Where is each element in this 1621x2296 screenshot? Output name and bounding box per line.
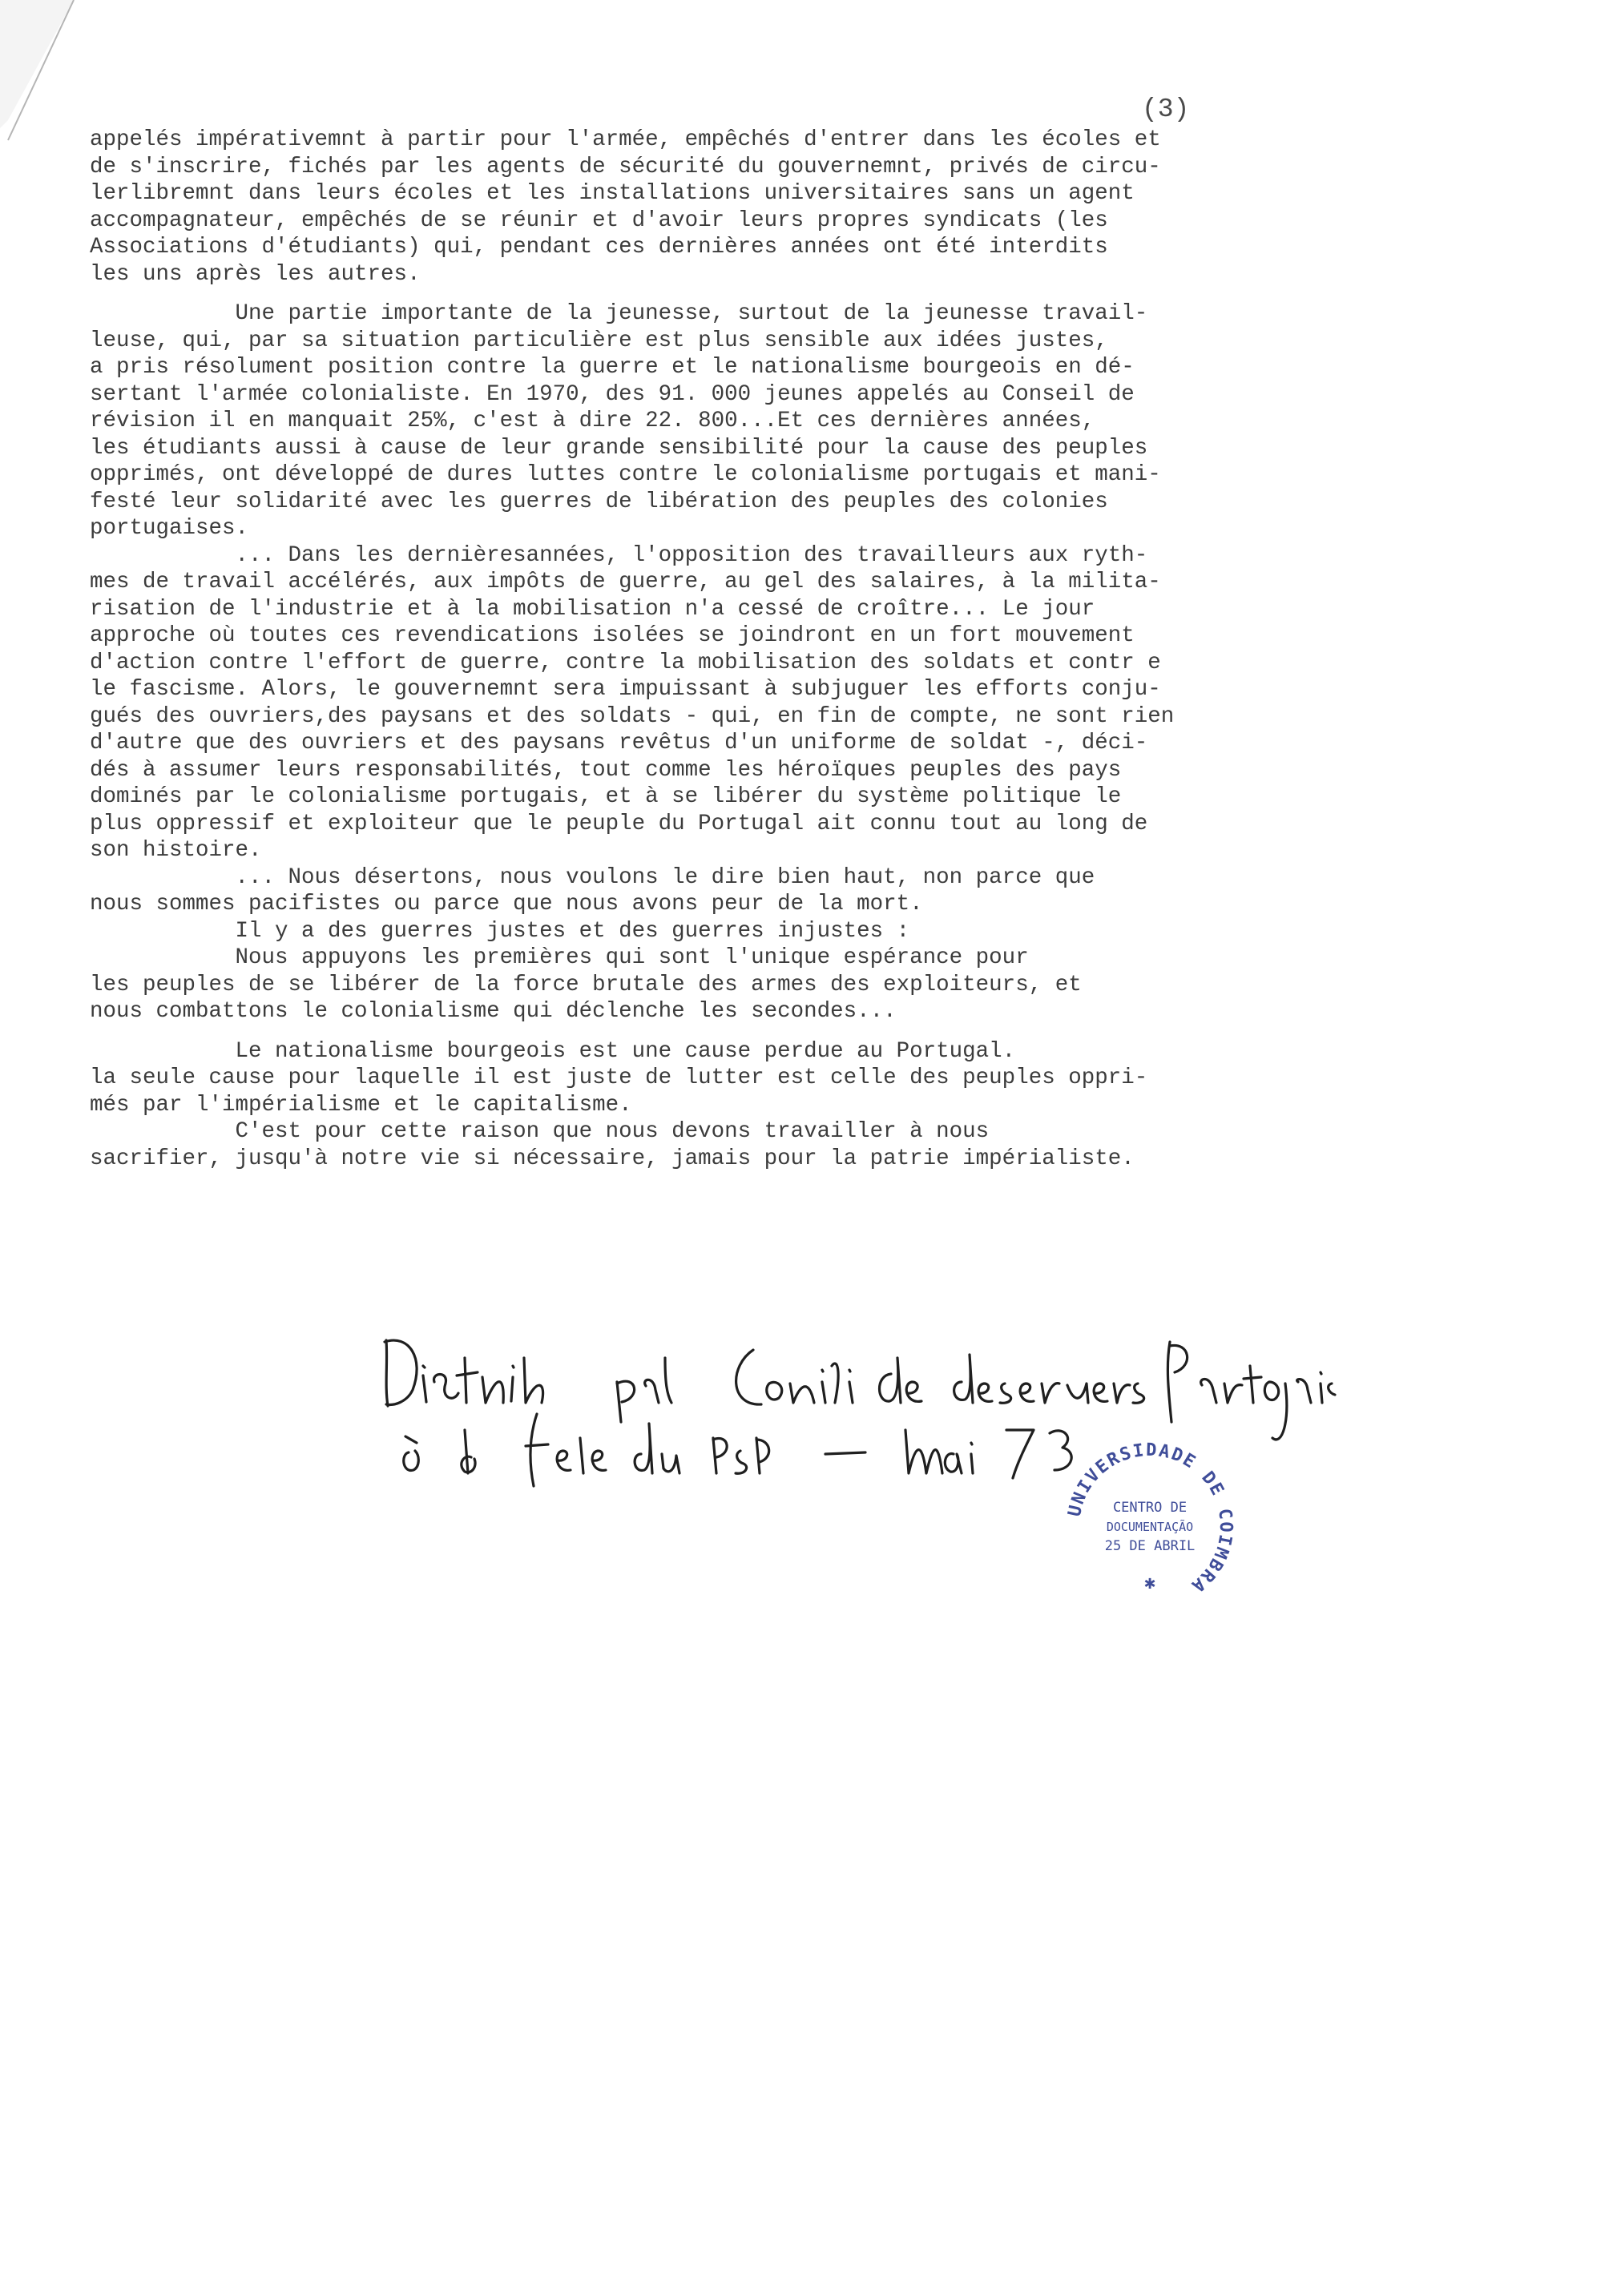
text-line: lerlibremnt dans leurs écoles et les installations universitaires sans un agent [90, 181, 1135, 206]
text-line: les étudiants aussi à cause de leur grande sensibilité pour la cause des peuples [90, 435, 1148, 461]
text-line: dominés par le colonialisme portugais, et à se libérer du système politique le [90, 784, 1122, 809]
text-line: ... Dans les dernièresannées, l'opposition des travailleurs aux ryth- [90, 542, 1148, 568]
text-line: Il y a des guerres justes et des guerres injustes : [90, 918, 910, 944]
text-line: a pris résolument position contre la guerre et le nationalisme bourgeois en dé- [90, 355, 1135, 380]
stamp-inner-line1: CENTRO DE [1112, 1500, 1188, 1516]
page-number: (3) [1142, 95, 1190, 124]
text-line: sertant l'armée colonialiste. En 1970, des 91. 000 jeunes appelés au Conseil de [90, 381, 1135, 407]
stamp-star-icon: ✱ [1143, 1576, 1156, 1593]
typed-body-text [90, 127, 1276, 1172]
text-line: de s'inscrire, fichés par les agents de sécurité du gouvernemnt, privés de circu- [90, 154, 1161, 179]
text-line: mes de travail accélérés, aux impôts de guerre, au gel des salaires, à la milita- [90, 570, 1161, 594]
text-line: révision il en manquait 25%, c'est à dire 22. 800...Et ces dernières années, [90, 409, 1095, 433]
text-line: plus oppressif et exploiteur que le peuple du Portugal ait connu tout au long de [90, 811, 1148, 836]
text-line: gués des ouvriers,des paysans et des soldats - qui, en fin de compte, ne sont rien [90, 703, 1175, 729]
text-line: les uns après les autres. [90, 261, 421, 287]
text-line: leuse, qui, par sa situation particulière est plus sensible aux idées justes, [90, 328, 1108, 353]
text-line: Nous appuyons les premières qui sont l'unique espérance pour [90, 945, 1029, 970]
text-line: d'autre que des ouvriers et des paysans revêtus d'un uniforme de soldat -, déci- [90, 731, 1148, 755]
text-line: festé leur solidarité avec les guerres de libération des peuples des colonies [90, 489, 1108, 514]
archive-stamp [1062, 1438, 1238, 1614]
text-line: sacrifier, jusqu'à notre vie si nécessaire, jamais pour la patrie impérialiste. [90, 1146, 1135, 1171]
text-line: les peuples de se libérer de la force brutale des armes des exploiteurs, et [90, 972, 1082, 997]
text-line: Le nationalisme bourgeois est une cause perdue au Portugal. [90, 1038, 1016, 1064]
paragraph-gap [90, 288, 1276, 300]
text-line: accompagnateur, empêchés de se réunir et d'avoir leurs propres syndicats (les [90, 207, 1108, 233]
text-line: risation de l'industrie et à la mobilisation n'a cessé de croître... Le jour [90, 596, 1095, 622]
text-line: son histoire. [90, 838, 262, 863]
text-line: la seule cause pour laquelle il est juste de lutter est celle des peuples oppri- [90, 1065, 1148, 1090]
text-line: C'est pour cette raison que nous devons travailler à nous [90, 1119, 990, 1144]
svg-text:UNIVERSIDADE DE COIMBRA [1065, 1440, 1236, 1597]
text-line: Une partie importante de la jeunesse, surtout de la jeunesse travail- [90, 301, 1148, 326]
stamp-outer-text: UNIVERSIDADE DE COIMBRA [1064, 1440, 1236, 1597]
text-line: le fascisme. Alors, le gouvernemnt sera impuissant à subjuguer les efforts conju- [90, 677, 1161, 702]
text-line: més par l'impérialisme et le capitalisme. [90, 1092, 632, 1118]
text-line: ... Nous désertons, nous voulons le dire bien haut, non parce que [90, 864, 1095, 890]
text-line: nous combattons le colonialisme qui déclenche les secondes... [90, 999, 897, 1024]
text-line: Associations d'étudiants) qui, pendant ces dernières années ont été interdits [90, 235, 1108, 260]
text-line: opprimés, ont développé de dures luttes contre le colonialisme portugais et mani- [90, 462, 1161, 487]
paragraph-gap [90, 1025, 1276, 1038]
text-line: nous sommes pacifistes ou parce que nous avons peur de la mort. [90, 892, 923, 916]
stamp-inner-line2: DOCUMENTAÇÃO [1106, 1520, 1194, 1534]
text-line: dés à assumer leurs responsabilités, tout comme les héroïques peuples des pays [90, 757, 1122, 783]
text-line: d'action contre l'effort de guerre, contre la mobilisation des soldats et contr e [90, 650, 1161, 675]
stamp-inner-line3: 25 DE ABRIL [1104, 1538, 1196, 1554]
text-line: appelés impérativemnt à partir pour l'armée, empêchés d'entrer dans les écoles et [90, 127, 1161, 152]
text-line: portugaises. [90, 516, 249, 541]
text-line: approche où toutes ces revendications isolées se joindront en un fort mouvement [90, 623, 1135, 648]
